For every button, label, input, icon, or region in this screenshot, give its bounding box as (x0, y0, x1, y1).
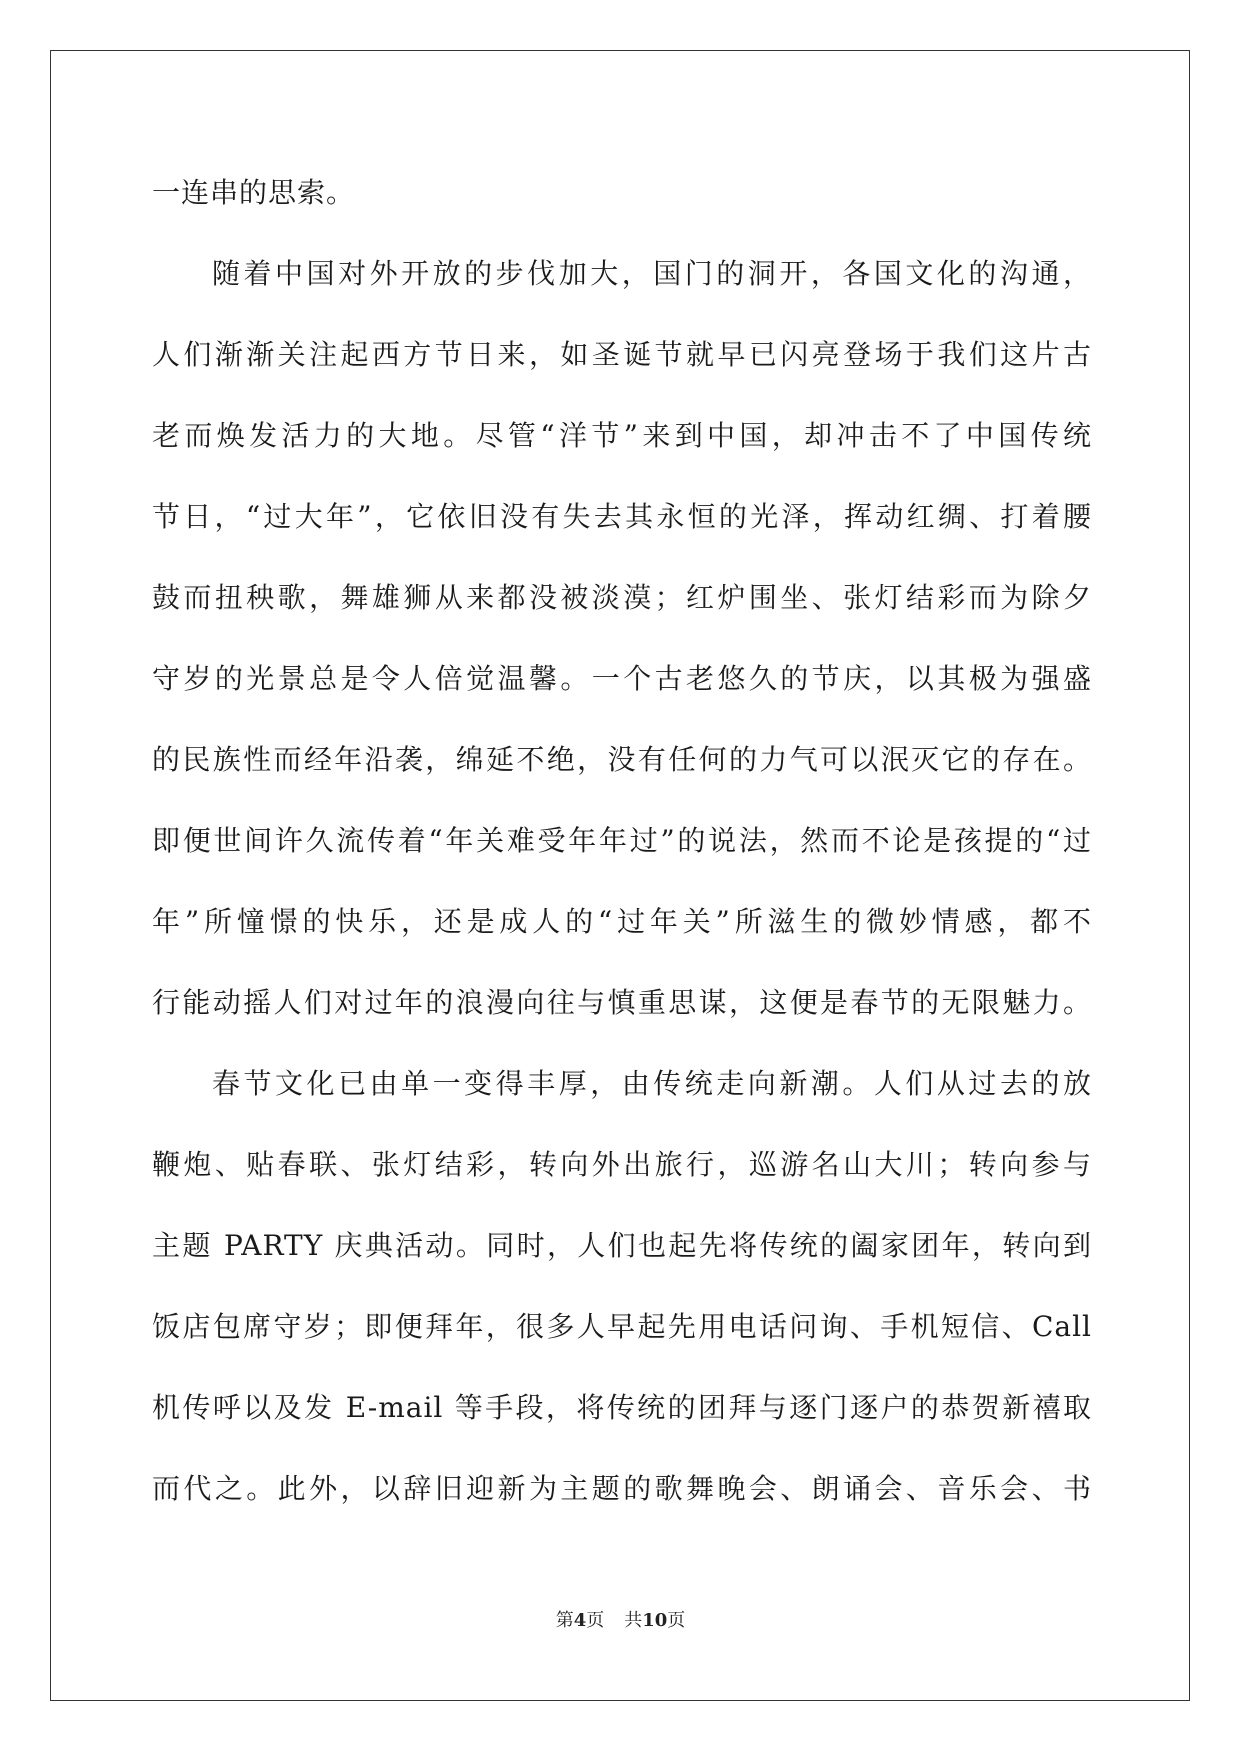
text-line: 一连串的思索。 (152, 176, 356, 209)
text-line: 饭店包席守岁；即便拜年，很多人早起先用电话问询、手机短信、Call (152, 1310, 1092, 1343)
current-page: 4 (573, 1610, 587, 1631)
page-footer (0, 1606, 1241, 1632)
text-line: 随着中国对外开放的步伐加大，国门的洞开，各国文化的沟通， (212, 257, 1092, 290)
page-unit: 页 (586, 1610, 605, 1631)
text-line: 人们渐渐关注起西方节日来，如圣诞节就早已闪亮登场于我们这片古 (152, 338, 1092, 371)
text-line: 鼓而扭秧歌，舞雄狮从来都没被淡漠；红炉围坐、张灯结彩而为除夕 (152, 581, 1092, 614)
text-line: 节日，“过大年”，它依旧没有失去其永恒的光泽，挥动红绸、打着腰 (152, 500, 1092, 533)
text-line: 老而焕发活力的大地。尽管“洋节”来到中国，却冲击不了中国传统 (152, 419, 1092, 452)
page-prefix: 第 (555, 1610, 574, 1631)
page-total (624, 1610, 685, 1631)
text-line: 即便世间许久流传着“年关难受年年过”的说法，然而不论是孩提的“过 (152, 824, 1092, 857)
text-line: 的民族性而经年沿袭，绵延不绝，没有任何的力气可以泯灭它的存在。 (152, 743, 1092, 776)
text-line: 而代之。此外，以辞旧迎新为主题的歌舞晚会、朗诵会、音乐会、书 (152, 1472, 1092, 1505)
total-pages: 10 (642, 1610, 668, 1631)
page-number (556, 1610, 605, 1631)
total-unit: 页 (667, 1610, 686, 1631)
text-line: 主题 PARTY 庆典活动。同时，人们也起先将传统的阖家团年，转向到 (152, 1229, 1092, 1262)
text-line: 鞭炮、贴春联、张灯结彩，转向外出旅行，巡游名山大川；转向参与 (152, 1148, 1092, 1181)
text-line: 春节文化已由单一变得丰厚，由传统走向新潮。人们从过去的放 (212, 1067, 1092, 1100)
total-prefix: 共 (624, 1610, 643, 1631)
text-line: 行能动摇人们对过年的浪漫向往与慎重思谋，这便是春节的无限魅力。 (152, 986, 1092, 1019)
text-line: 守岁的光景总是令人倍觉温馨。一个古老悠久的节庆，以其极为强盛 (152, 662, 1092, 695)
document-body (152, 152, 1092, 1529)
text-line: 年”所憧憬的快乐，还是成人的“过年关”所滋生的微妙情感，都不 (152, 905, 1092, 938)
text-line: 机传呼以及发 E-mail 等手段，将传统的团拜与逐门逐户的恭贺新禧取 (152, 1391, 1092, 1424)
